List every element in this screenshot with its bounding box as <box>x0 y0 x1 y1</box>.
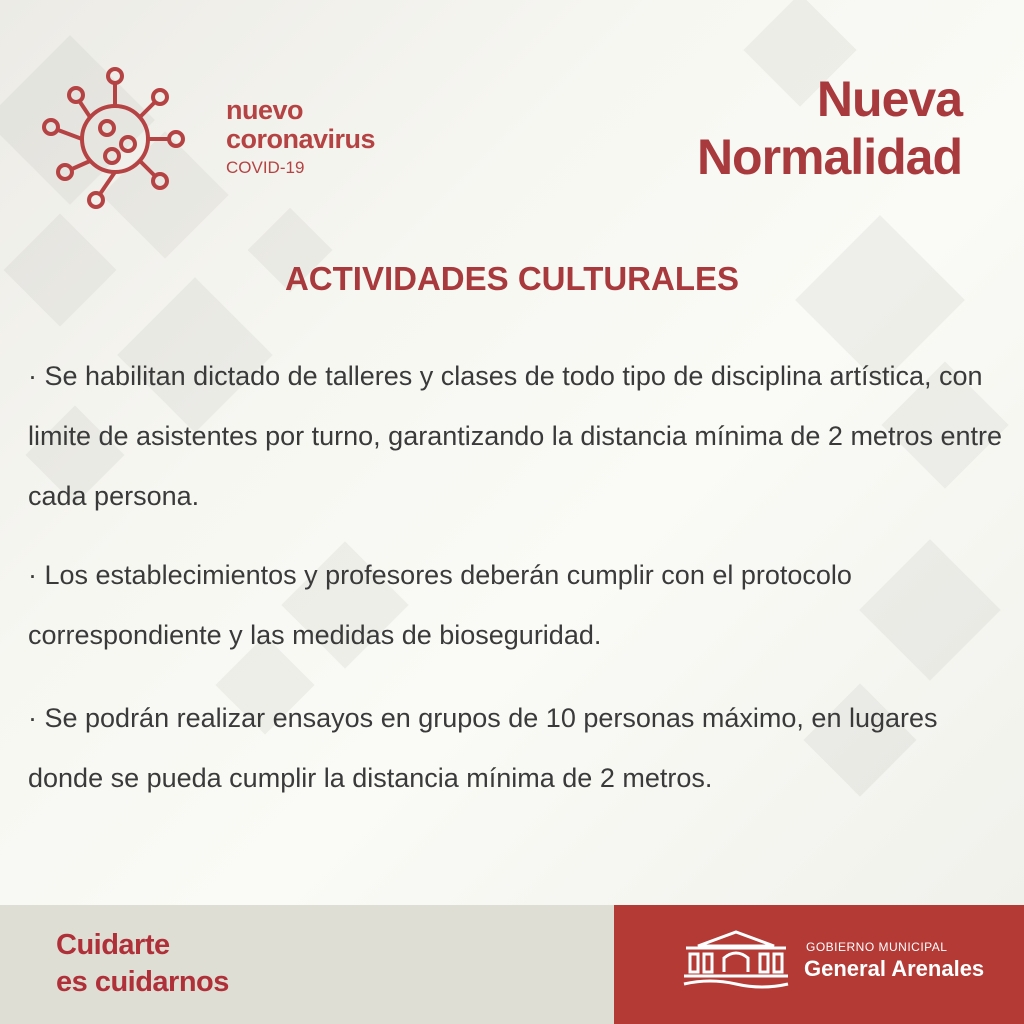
slogan <box>56 927 229 1001</box>
virus-icon <box>40 64 190 214</box>
headline-line2: Normalidad <box>696 129 962 185</box>
brand-text <box>226 96 375 180</box>
section-title: ACTIVIDADES CULTURALES <box>284 260 740 297</box>
slogan-line1: Cuidarte <box>56 929 170 961</box>
bullet-item: · Se habilitan dictado de talleres y clases de todo tipo de disciplina artística, con limite de asistentes por turno, garantizando la distancia mínima de 2 metros entre cada persona. <box>28 361 1003 511</box>
gov-label: GOBIERNO MUNICIPAL <box>806 940 948 954</box>
municipal-building-icon <box>680 928 792 990</box>
headline-line1: Nueva <box>816 71 962 127</box>
headline <box>697 70 962 186</box>
brand-line2: coronavirus <box>226 124 376 154</box>
slogan-line2: es cuidarnos <box>56 966 229 998</box>
bullet-item: · Se podrán realizar ensayos en grupos de 10 personas máximo, en lugares donde se pueda cumplir la distancia mínima de 2 metros. <box>28 703 938 793</box>
brand-line3: COVID-19 <box>226 158 305 177</box>
bullet-item: · Los establecimientos y profesores deberán cumplir con el protocolo correspondiente y las medidas de bioseguridad. <box>28 560 852 650</box>
gov-name: General Arenales <box>804 956 985 981</box>
brand-line1: nuevo <box>226 95 304 125</box>
